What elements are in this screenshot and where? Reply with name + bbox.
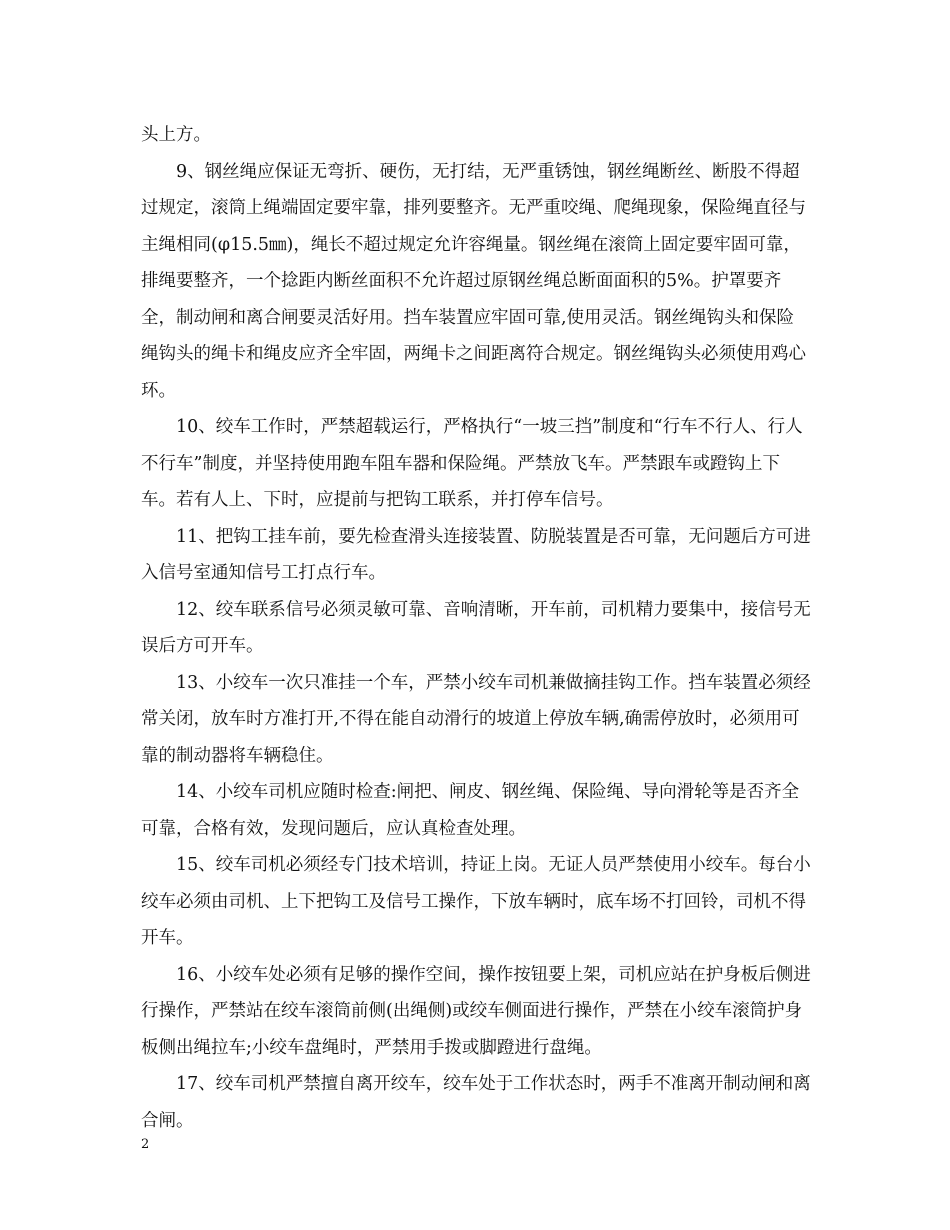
paragraph-item-12: 12、绞车联系信号必须灵敏可靠、音响清晰，开车前，司机精力要集中，接信号无误后方可开车。	[141, 599, 811, 656]
paragraph-item-11: 11、把钩工挂车前，要先检查滑头连接装置、防脱装置是否可靠，无问题后方可进入信号室通知信号工打点行车。	[141, 526, 811, 583]
paragraph-item-17: 17、绞车司机严禁擅自离开绞车，绞车处于工作状态时，两手不准离开制动闸和离合闸。	[141, 1074, 811, 1131]
paragraph-item-15: 15、绞车司机必须经专门技术培训，持证上岗。无证人员严禁使用小绞车。每台小绞车必须由司机、上下把钩工及信号工操作，下放车辆时，底车场不打回铃，司机不得开车。	[141, 855, 811, 948]
document-body	[141, 117, 811, 1139]
paragraph-item-10: 10、绞车工作时，严禁超载运行，严格执行“一坡三挡”制度和“行车不行人、行人不行车”制度，并坚持使用跑车阻车器和保险绳。严禁放飞车。严禁跟车或蹬钩上下车。若有人上、下时，应提前与把钩工联系，并打停车信号。	[141, 417, 803, 510]
paragraph-item-16: 16、小绞车处必须有足够的操作空间，操作按钮要上架，司机应站在护身板后侧进行操作，严禁站在绞车滚筒前侧(出绳侧)或绞车侧面进行操作，严禁在小绞车滚筒护身板侧出绳拉车;小绞车盘绳时，严禁用手拨或脚蹬进行盘绳。	[141, 964, 811, 1058]
paragraph-item-9: 9、钢丝绳应保证无弯折、硬伤，无打结，无严重锈蚀，钢丝绳断丝、断股不得超过规定，滚筒上绳端固定要牢靠，排列要整齐。无严重咬绳、爬绳现象，保险绳直径与主绳相同(φ15.5㎜)，绳长不超过规定允许容绳量。钢丝绳在滚筒上固定要牢固可靠，排绳要整齐，一个捻距内断丝面积不允许超过原钢丝绳总断面面积的5%。护罩要齐全，制动闸和离合闸要灵活好用。挡车装置应牢固可靠,使用灵活。钢丝绳钩头和保险绳钩头的绳卡和绳皮应齐全牢固，两绳卡之间距离符合规定。钢丝绳钩头必须使用鸡心环。	[141, 161, 806, 401]
page-number: 2	[141, 1137, 150, 1152]
paragraph-item-13: 13、小绞车一次只准挂一个车，严禁小绞车司机兼做摘挂钩工作。挡车装置必须经常关闭，放车时方准打开,不得在能自动滑行的坡道上停放车辆,确需停放时，必须用可靠的制动器将车辆稳住。	[141, 672, 811, 766]
paragraph-continuation: 头上方。	[141, 125, 211, 145]
paragraph-item-14: 14、小绞车司机应随时检查:闸把、闸皮、钢丝绳、保险绳、导向滑轮等是否齐全可靠，合格有效，发现问题后，应认真检查处理。	[141, 782, 800, 839]
